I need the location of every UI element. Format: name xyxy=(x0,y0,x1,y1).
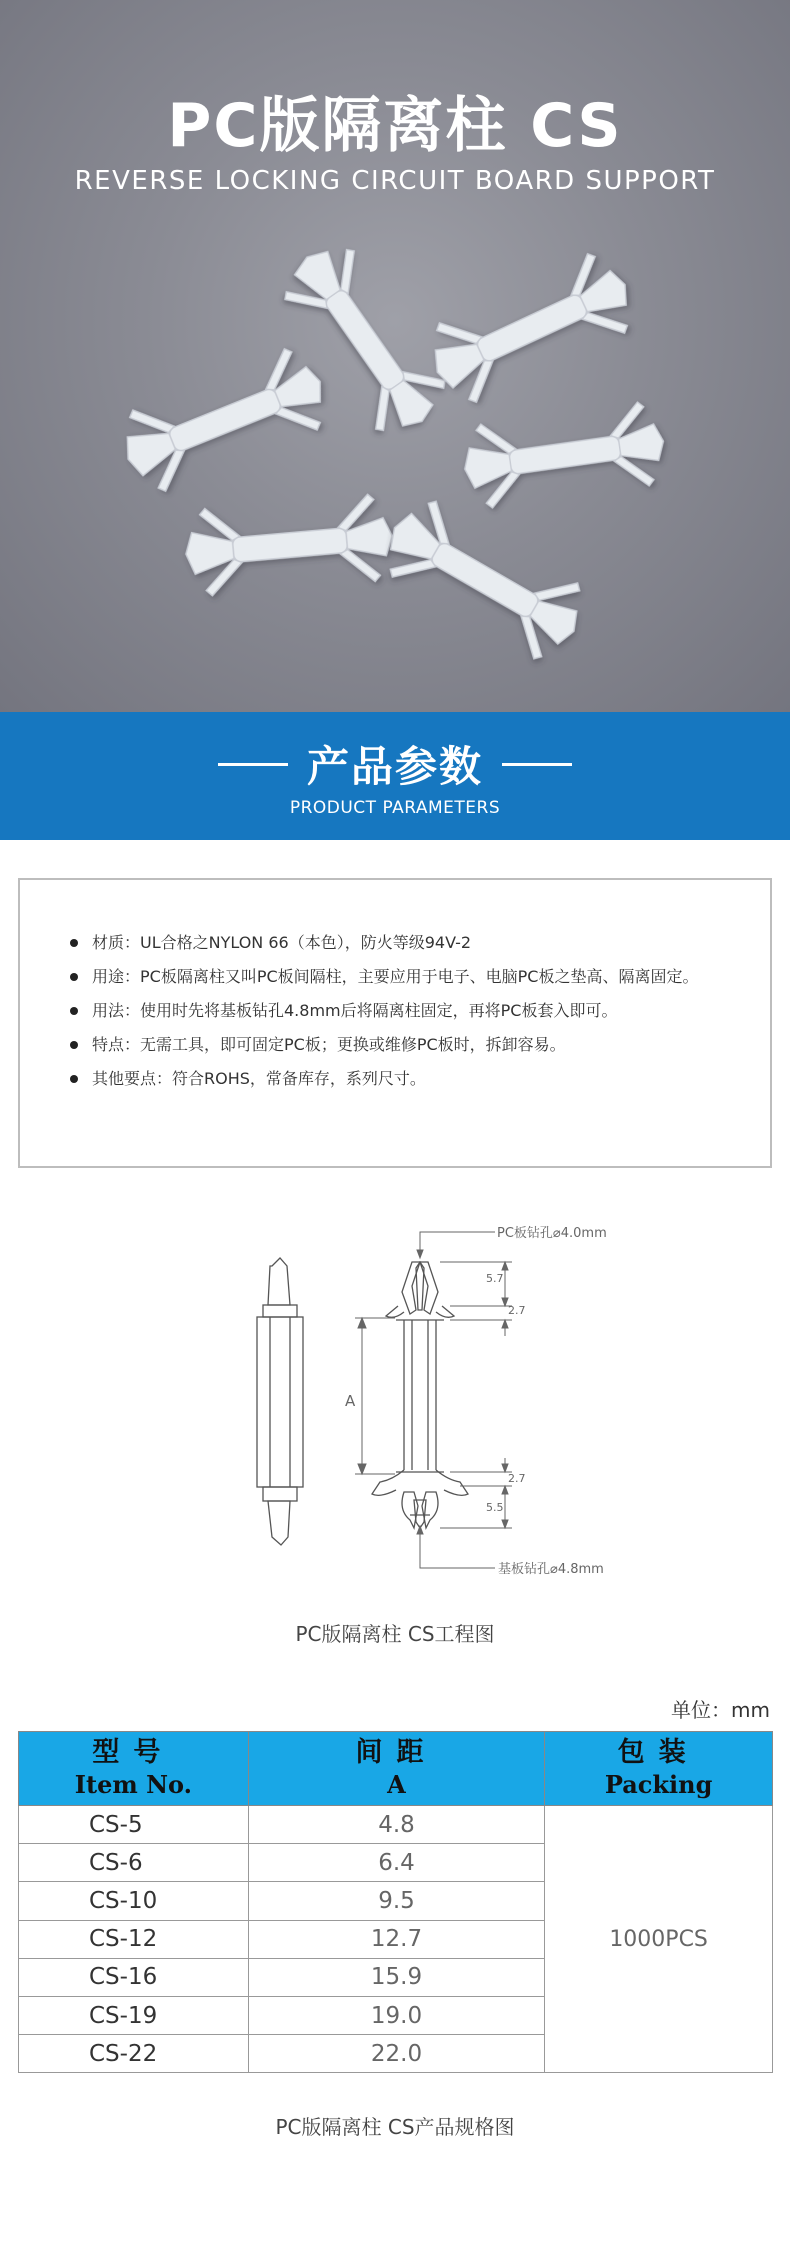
param-text: 用法：使用时先将基板钻孔4.8mm后将隔离柱固定，再将PC板套入即可。 xyxy=(92,1001,618,1020)
param-text: 用途：PC板隔离柱又叫PC板间隔柱，主要应用于电子、电脑PC板之垫高、隔离固定。 xyxy=(92,967,699,986)
label-dim-2-7-top: 2.7 xyxy=(508,1304,526,1317)
cell-a: 22.0 xyxy=(248,2035,544,2073)
label-dim-5-5: 5.5 xyxy=(486,1501,504,1514)
param-text: 特点：无需工具，即可固定PC板；更换或维修PC板时，拆卸容易。 xyxy=(92,1035,566,1054)
label-dim-2-7-bottom: 2.7 xyxy=(508,1472,526,1485)
cell-a: 15.9 xyxy=(248,1958,544,1996)
parameters-list xyxy=(68,926,730,1096)
cell-item: CS-5 xyxy=(19,1806,249,1844)
param-text: 其他要点：符合ROHS，常备库存，系列尺寸。 xyxy=(92,1069,426,1088)
banner-line-right xyxy=(502,763,572,766)
banner-subtitle: PRODUCT PARAMETERS xyxy=(289,798,501,818)
table-header-row xyxy=(19,1732,773,1806)
header-spacing xyxy=(248,1732,544,1806)
param-item xyxy=(68,960,730,994)
hero-subtitle: REVERSE LOCKING CIRCUIT BOARD SUPPORT xyxy=(74,166,716,196)
table-caption: PC版隔离柱 CS产品规格图 xyxy=(275,2115,515,2139)
header-item-no xyxy=(19,1732,249,1806)
label-dim-5-7: 5.7 xyxy=(486,1272,504,1285)
label-base-hole: 基板钻孔⌀4.8mm xyxy=(498,1562,604,1577)
drawing-svg xyxy=(0,1210,790,1610)
parameters-box xyxy=(18,878,772,1168)
drawing-caption: PC版隔离柱 CS工程图 xyxy=(295,1622,495,1646)
banner-title: 产品参数 xyxy=(306,742,483,791)
cell-packing: 1000PCS xyxy=(545,1806,773,2073)
bullet-icon xyxy=(70,973,78,981)
cell-a: 9.5 xyxy=(248,1882,544,1920)
header-cn: 间距 xyxy=(355,1736,438,1768)
cell-item: CS-19 xyxy=(19,1996,249,2034)
cell-item: CS-22 xyxy=(19,2035,249,2073)
cell-a: 19.0 xyxy=(248,1996,544,2034)
header-cn: 型号 xyxy=(92,1736,175,1768)
bullet-icon xyxy=(70,1007,78,1015)
label-dim-a: A xyxy=(345,1392,356,1410)
param-item xyxy=(68,994,730,1028)
cell-item: CS-16 xyxy=(19,1958,249,1996)
cell-a: 12.7 xyxy=(248,1920,544,1958)
section-banner xyxy=(0,712,790,840)
cell-a: 4.8 xyxy=(248,1806,544,1844)
param-item xyxy=(68,926,730,960)
table-row xyxy=(19,1806,773,1844)
header-en: Item No. xyxy=(74,1769,192,1799)
bullet-icon xyxy=(70,939,78,947)
unit-label: 单位：mm xyxy=(671,1698,770,1722)
cell-item: CS-10 xyxy=(19,1882,249,1920)
hero-section xyxy=(0,0,790,712)
hero-title: PC版隔离柱 CS xyxy=(167,91,623,161)
header-en: Packing xyxy=(604,1769,713,1799)
param-text: 材质：UL合格之NYLON 66（本色），防火等级94V-2 xyxy=(92,933,472,952)
header-cn: 包装 xyxy=(617,1736,700,1768)
header-packing xyxy=(545,1732,773,1806)
bullet-icon xyxy=(70,1041,78,1049)
bullet-icon xyxy=(70,1075,78,1083)
cell-a: 6.4 xyxy=(248,1844,544,1882)
spec-table xyxy=(18,1731,773,2073)
cell-item: CS-6 xyxy=(19,1844,249,1882)
cell-item: CS-12 xyxy=(19,1920,249,1958)
param-item xyxy=(68,1062,730,1096)
param-item xyxy=(68,1028,730,1062)
label-pc-hole: PC板钻孔⌀4.0mm xyxy=(497,1226,607,1241)
engineering-drawing xyxy=(0,1210,790,1610)
header-en: A xyxy=(387,1769,406,1799)
